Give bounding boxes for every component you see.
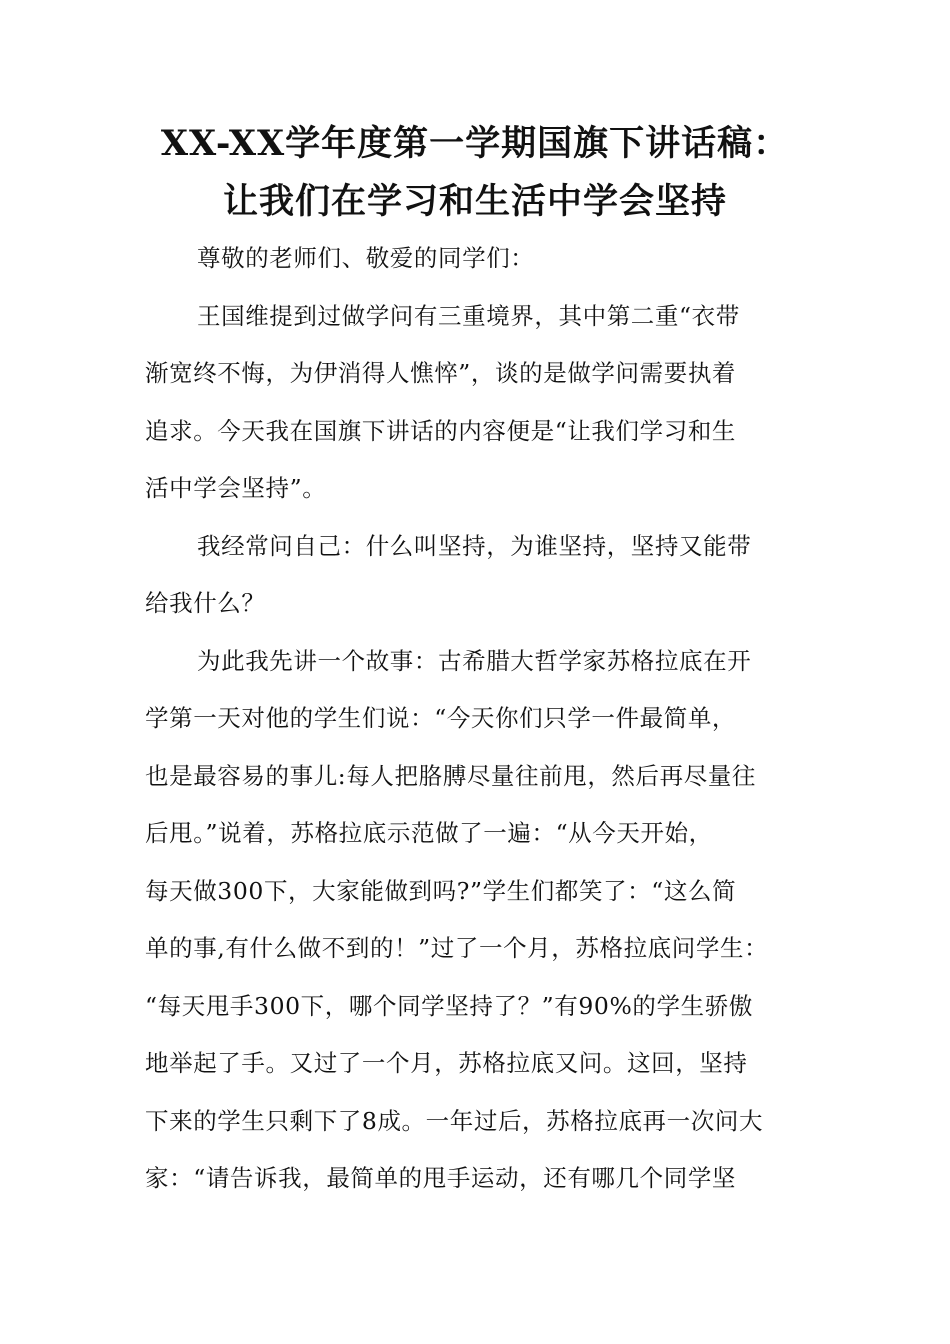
text-line: 尊敬的老师们、敬爱的同学们：: [197, 244, 535, 272]
document-title-line-1: XX-XX学年度第一学期国旗下讲话稿：: [160, 123, 790, 164]
text-line: 下来的学生只剩下了8成。一年过后，苏格拉底再一次问大: [145, 1106, 764, 1135]
text-line: 王国维提到过做学问有三重境界，其中第二重“衣带: [197, 301, 740, 330]
text-line: 为此我先讲一个故事：古希腊大哲学家苏格拉底在开: [197, 646, 752, 675]
text-line: 也是最容易的事儿:每人把胳膊尽量往前甩，然后再尽量往: [145, 761, 757, 790]
paragraph-question: [145, 518, 825, 633]
paragraph-intro: [145, 288, 825, 518]
document-body: [145, 230, 825, 1208]
text-line: 给我什么？: [145, 589, 266, 617]
paragraph-greeting: [145, 230, 825, 288]
text-line: 我经常问自己：什么叫坚持，为谁坚持，坚持又能带: [197, 531, 752, 560]
text-line: 后甩。”说着，苏格拉底示范做了一遍：“从今天开始，: [145, 819, 713, 847]
text-line: 活中学会坚持”。: [145, 474, 327, 502]
text-line: 单的事,有什么做不到的！”过了一个月，苏格拉底问学生：: [145, 934, 769, 962]
text-line: “每天甩手300下，哪个同学坚持了？”有90%的学生骄傲: [145, 991, 753, 1020]
document-title-line-2: 让我们在学习和生活中学会坚持: [222, 181, 727, 222]
text-line: 每天做300下，大家能做到吗?”学生们都笑了：“这么简: [145, 876, 737, 905]
text-line: 地举起了手。又过了一个月，苏格拉底又问。这回，坚持: [145, 1049, 748, 1077]
paragraph-story: [145, 633, 825, 1208]
text-line: 渐宽终不悔，为伊消得人憔悴”，谈的是做学问需要执着: [145, 359, 737, 387]
text-line: 追求。今天我在国旗下讲话的内容便是“让我们学习和生: [145, 416, 737, 445]
text-line: 学第一天对他的学生们说：“今天你们只学一件最简单，: [145, 704, 737, 732]
text-line: 家：“请告诉我，最简单的甩手运动，还有哪几个同学坚: [145, 1164, 737, 1192]
